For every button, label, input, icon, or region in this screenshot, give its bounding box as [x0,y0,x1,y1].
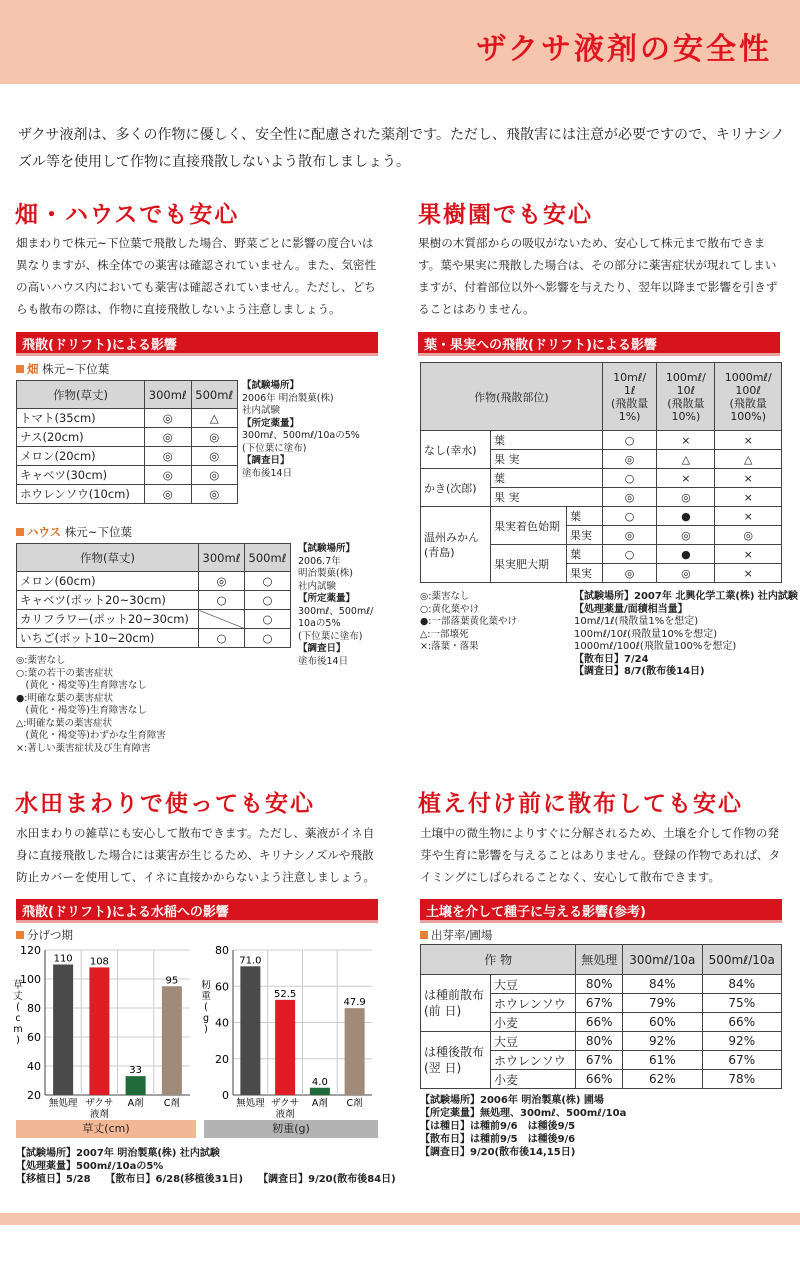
y-axis-label: 丈 [13,991,23,1002]
note-line: ◎:薬害なし [420,591,470,602]
tick-label: 20 [27,1089,41,1102]
y-axis-label: ( [16,1002,20,1013]
paddy-text: 水田まわりの雑草にも安心して散布できます。ただし、薬液がイネ自身に直接飛散した場合には薬害が生じるため、キリナシノズルや飛散防止カバーを使用して、イネに直接かからないよう注意しましょう。 [16,826,376,884]
category-label: 液剤 [89,1109,109,1118]
orchard-col-header: (飛散量 [610,396,649,410]
table-row: ホウレンソウ 67% 61% 67% [421,1051,782,1070]
note-line: 社内試験 [298,580,337,592]
note-line: 【試験場所】2007年 明治製菓(株) 社内試験 [16,1148,220,1159]
table-row: ホウレンソウ(10cm) ◎ ◎ [17,485,238,504]
note-line: △:一部壊死 [420,628,469,640]
note-line: △:明確な葉の薬害症状 [16,717,113,729]
note-line: 【試験場所】 [298,543,356,554]
category-label: C剤 [163,1098,180,1109]
note-line: ●:明確な葉の薬害症状 [16,692,113,704]
note-line: 10mℓ/1ℓ(飛散量1%を想定) [574,616,699,627]
orchard-cell: × [715,564,782,583]
orchard-col-header: 100ℓ [735,383,761,397]
tick-label: 80 [215,944,229,957]
preplant-sub-title: 出芽率/圃場 [420,927,492,943]
y-axis-label: ( [204,1002,208,1013]
data-label: 71.0 [239,955,262,967]
note-line: 【所定薬量】 [298,593,356,604]
note-line: ×:落葉・落果 [420,641,479,652]
y-axis-label: 草 [13,980,23,991]
table-row: ホウレンソウ 67% 79% 75% [421,994,782,1013]
field-text: 畑まわりで株元~下位葉で飛散した場合、野菜ごとに影響の度合いは異なりますが、株全体での薬害は確認されていません。また、気密性の高いハウス内においても薬害は確認されていません。ただし、どちらも散布の際は、作物に直接飛散しないよう注意しましょう。 [16,236,377,316]
orchard-legend [420,591,517,654]
note-line: 【所定薬量】 [242,417,300,429]
note-line: 【調査日】9/20(散布後14,15日) [420,1147,576,1158]
table-row: ナス(20cm) ◎ ◎ [17,428,238,447]
note-line: 2006年 明治製菓(株) [242,392,334,404]
tick-label: 80 [27,1002,41,1015]
footer-band [0,1213,800,1225]
note-line: 塗布後14日 [298,655,349,667]
orchard-cell: × [715,488,782,507]
table-row: キャベツ(30cm) ◎ ◎ [17,466,238,485]
field-table: 作物(草丈) 300mℓ 500mℓ トマト(35cm) ◎ △ ナス(20cm) ◎ ◎ メロン(20cm) ◎ ◎ キャベツ(30cm) ◎ ◎ ホウレンソウ(10cm) ◎ ◎ [16,380,238,504]
y-axis-label: ) [204,1024,208,1035]
orchard-cell: ○ [602,431,657,450]
table-row: いちご(ポット10~20cm) ○ ○ [17,629,291,648]
note-line: ◎:薬害なし [16,655,66,666]
y-axis-label: g [202,1013,210,1024]
note-line: 100mℓ/10ℓ(飛散量10%を想定) [574,628,718,640]
table-row: カリフラワー(ポット20~30cm) ○ [17,610,291,629]
y-axis-label: 籾 [201,980,211,991]
paddy-heading: 水田まわりで使っても安心 [15,790,315,817]
data-label: 108 [89,956,109,968]
tick-label: 20 [215,1052,229,1066]
note-line: 【調査日】 [242,455,290,466]
orchard-col-header: 10ℓ [676,383,696,397]
note-line: 【試験場所】 [242,380,300,391]
bar-0 [53,965,73,1096]
note-line: 【は種日】は種前9/6 は種後9/5 [420,1121,576,1132]
house-table-notes [298,543,373,668]
orchard-table: 作物(飛散部位) 10mℓ/ 1ℓ (飛散量 1%) 100mℓ/ 10ℓ (飛散量 10%) 1000mℓ/ 100ℓ (飛散量 100%) なし(幸水) 葉 ○ × × 果 実 ◎ △ △ かき(次郎) 葉 ○ × × 果 実 ◎ ◎ × 温州みかん (青島) 果実着色始期 葉 ○ ● × 果実 ◎ ◎ ◎ 果実肥大期 葉 ○ ● × 果実 ◎ ◎ × [420,362,782,583]
orchard-col-header: (飛散量 [667,396,705,410]
bar-1 [275,1000,295,1095]
data-label: 33 [129,1065,142,1077]
tick-label: 60 [27,1031,41,1044]
preplant-text: 土壌中の微生物によりすぐに分解されるため、土壌を介して作物の発芽や生育に影響を与えることはありません。登録の作物であれば、タイミングにしばられることなく、安心して散布できます。 [420,826,781,884]
preplant-bar: 土壌を介して種子に与える影響(参考) [420,899,782,920]
orchard-col-header: 1ℓ [623,383,636,397]
note-line: ×:著しい薬害症状及び生育障害 [16,742,151,754]
note-line: (下位葉に塗布) [298,630,363,642]
field-drift-bar: 飛散(ドリフト)による影響 [16,332,378,353]
table-row: は種前散布 (前 日) 大豆 80% 84% 84% [421,975,782,994]
bar-3 [345,1008,365,1095]
orchard-cell: ◎ [657,564,715,583]
note-line: 【処理薬量】500mℓ/10aの5% [16,1161,164,1172]
note-line: 【試験場所】2007年 北興化学工業(株) 社内試験 [574,591,798,602]
note-line: 【移植日】5/28 【散布日】6/28(移植後31日) 【調査日】9/20(散布後84日) [16,1174,396,1185]
category-label: ザクサ [85,1098,114,1109]
note-line: ○:葉の若干の薬害症状 [16,667,113,679]
height-chart [10,940,198,1118]
bar-2 [126,1076,146,1095]
house-table: 作物(草丈) 300mℓ 500mℓ メロン(60cm) ◎ ○ キャベツ(ポット20~30cm) ○ ○ カリフラワー(ポット20~30cm) ○ いちご(ポット10~20cm) ○ ○ [16,543,291,648]
tick-label: 120 [20,944,41,957]
header-banner [0,0,800,84]
y-axis-label: m [13,1024,23,1035]
orchard-cell: × [715,545,782,564]
note-line: 明治製菓(株) [298,568,353,579]
note-line: 【調査日】 [298,643,346,654]
field-heading: 畑・ハウスでも安心 [15,201,240,228]
table-row: キャベツ(ポット20~30cm) ○ ○ [17,591,291,610]
height-chart-title: 草丈(cm) [16,1120,196,1138]
orchard-cell: ● [657,545,715,564]
category-label: ザクサ [271,1098,300,1109]
orchard-text: 果樹の木質部からの吸収がないため、安心して株元まで散布できます。葉や果実に飛散した場合は、その部分に薬害症状が現れてしまいますが、付着部位以外へ影響を与えたり、翌年以降まで影響を引きずることはありません。 [418,236,778,316]
orchard-cell: × [715,469,782,488]
table-row: 小麦 66% 60% 66% [421,1013,782,1032]
category-label: 無処理 [48,1098,78,1109]
note-line: 【所定薬量】無処理、300mℓ、500mℓ/10a [420,1108,627,1119]
note-line: (黄化・褐変等)生育障害なし [16,705,147,716]
note-line: (黄化・褐変等)わずかな生育障害 [16,730,166,741]
table-row: トマト(35cm) ◎ △ [17,409,238,428]
intro-text: ザクサ液剤は、多くの作物に優しく、安全性に配慮された薬剤です。ただし、飛散害には注意が必要ですので、キリナシノズル等を使用して作物に直接飛散しないよう散布しましょう。 [18,127,785,170]
note-line: 【散布日】7/24 [574,653,649,665]
grain-weight-chart-title: 籾重(g) [204,1120,378,1138]
y-axis-label: 重 [201,991,211,1002]
note-line: 10aの5% [298,618,341,629]
orchard-cell: ◎ [657,526,715,545]
y-axis-label: ) [16,1035,20,1046]
page-title: ザクサ液剤の安全性 [476,32,772,67]
category-label: 液剤 [275,1109,295,1118]
note-line: ●:一部落葉黄化葉やけ [420,616,517,627]
group-label: は種前散布 (前 日) [421,975,491,1032]
orchard-cell: × [715,507,782,526]
orchard-cell: △ [657,450,715,469]
house-sub-title: ハウス 株元~下位葉 [16,524,132,540]
orchard-col-header: 100mℓ/ [665,370,706,384]
data-label: 47.9 [343,997,366,1009]
field-table-notes [242,380,360,480]
tick-label: 60 [215,980,229,994]
orchard-cell: △ [715,450,782,469]
data-label: 110 [53,953,73,965]
paddy-drift-bar: 飛散(ドリフト)による水稲への影響 [16,899,378,920]
orchard-col-header: (飛散量 [729,396,767,410]
note-line: 社内試験 [242,405,281,416]
orchard-cell: ◎ [602,564,657,583]
category-label: A剤 [127,1098,144,1109]
orchard-col-header: 100%) [730,409,767,423]
group-label: は種後散布 (翌 日) [421,1032,491,1089]
bar-3 [162,986,182,1095]
field-sub-title: 畑 株元~下位葉 [16,361,109,377]
orchard-col-header: 1%) [618,409,641,423]
orchard-cell: ○ [602,507,657,526]
tick-label: 40 [215,1016,229,1030]
orchard-heading: 果樹園でも安心 [418,201,593,228]
note-line: 2006.7年 [298,555,341,567]
category-label: A剤 [311,1098,328,1109]
tick-label: 0 [222,1089,229,1102]
note-line: 【散布日】は種前9/5 は種後9/6 [420,1134,576,1145]
table-row: メロン(20cm) ◎ ◎ [17,447,238,466]
note-line: 【処理薬量/面積相当量】 [574,603,688,615]
orchard-col-header: 1000mℓ/ [724,370,772,384]
data-label: 95 [165,975,179,987]
note-line: 1000mℓ/100ℓ(飛散量100%を想定) [574,641,737,652]
data-label: 4.0 [311,1076,328,1088]
orchard-cell: ◎ [715,526,782,545]
category-label: C剤 [346,1098,363,1109]
field-legend [16,655,166,755]
category-label: 無処理 [236,1098,265,1109]
orchard-cell: ○ [602,545,657,564]
orchard-cell: ◎ [602,450,657,469]
orchard-col-header: 10mℓ/ [613,370,647,384]
orchard-cell: × [657,469,715,488]
orchard-cell: ◎ [602,526,657,545]
note-line: 300mℓ、500mℓ/10aの5% [242,430,360,441]
orchard-drift-bar: 葉・果実への飛散(ドリフト)による影響 [418,332,780,353]
note-line: 300mℓ、500mℓ/ [298,605,374,617]
preplant-notes [420,1094,626,1159]
table-row: 小麦 66% 62% 78% [421,1070,782,1089]
orchard-cell: × [715,431,782,450]
orchard-cell: ● [657,507,715,526]
note-line: (下位葉に塗布) [242,442,307,454]
paddy-notes [16,1147,396,1186]
bar-1 [89,967,109,1095]
orchard-notes [574,591,798,679]
bar-2 [310,1088,330,1095]
orchard-cell: × [657,431,715,450]
tick-label: 100 [20,973,41,986]
data-label: 52.5 [273,988,297,1000]
note-line: ○:黄化葉やけ [420,603,479,615]
bar-0 [240,966,260,1095]
note-line: (黄化・褐変等)生育障害なし [16,680,147,691]
orchard-col-header: 10%) [671,409,701,423]
note-line: 塗布後14日 [242,467,293,479]
note-line: 【試験場所】2006年 明治製菓(株) 圃場 [420,1095,604,1106]
note-line: 【調査日】8/7(散布後14日) [574,666,705,677]
grain-weight-chart [198,940,380,1118]
preplant-heading: 植え付け前に散布しても安心 [418,790,743,817]
tick-label: 40 [27,1060,41,1073]
paddy-sub-title: 分げつ期 [16,927,73,943]
orchard-cell: ◎ [657,488,715,507]
preplant-table: 作 物 無処理 300mℓ/10a 500mℓ/10a は種前散布 (前 日) 大豆 80% 84% 84% ホウレンソウ 67% 79% 75% 小麦 66% 60% 66% は種後散布 (翌 日) 大豆 80% 92% 92% ホウレンソウ 67% 61% 67% 小麦 66% 62% 78% [420,944,782,1089]
table-row: は種後散布 (翌 日) 大豆 80% 92% 92% [421,1032,782,1051]
orchard-cell: ○ [602,469,657,488]
y-axis-label: c [15,1013,21,1024]
orchard-cell: ◎ [602,488,657,507]
table-row: メロン(60cm) ◎ ○ [17,572,291,591]
